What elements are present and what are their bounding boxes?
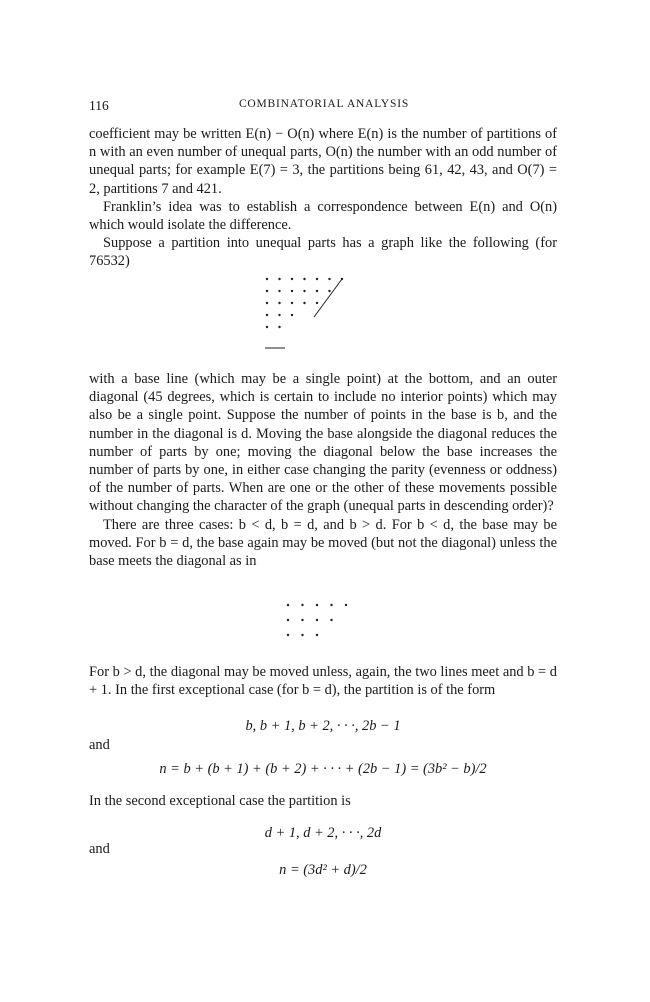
paragraph-6: For b > d, the diagonal may be moved unless, again, the two lines meet and b = d + 1. In the first exceptional case (for b = d), the partition is of the form xyxy=(89,664,557,699)
paragraph-5: There are three cases: b < d, b = d, and b > d. For b < d, the base may be moved. For b = d, the base again may be moved (but not the diagonal) unless the base meets the diagonal as in xyxy=(89,516,557,570)
and-label-1: and xyxy=(89,737,110,753)
graph-dot xyxy=(266,314,268,316)
graph-dot xyxy=(287,604,289,606)
graph-dot xyxy=(291,314,293,316)
equation-1: b, b + 1, b + 2, · · ·, 2b − 1 xyxy=(245,718,401,734)
graph-dot xyxy=(330,619,332,621)
text-block-final xyxy=(89,792,557,810)
graph-dot xyxy=(278,314,280,316)
paragraph-4: with a base line (which may be a single point) at the bottom, and an outer diagonal (45 degrees, which is certain to include no interior points) which may also be a single point. Suppose the number of points in the base is b, and the number in the diagonal is d. Moving the base alongside the diagonal reduces the number of parts by one; moving the diagonal below the base increases the number of parts by one, in either case changing the parity (evenness or oddness) of the number of parts. When are one or the other of these movements possible without changing the character of the graph (unequal parts in descending order)? xyxy=(89,371,557,515)
graph-dot xyxy=(301,604,303,606)
graph-dot xyxy=(291,278,293,280)
graph-dot xyxy=(303,278,305,280)
page-header xyxy=(89,98,559,118)
graph-dot xyxy=(291,302,293,304)
graph-dot xyxy=(278,290,280,292)
partition-graph-exceptional xyxy=(280,598,370,648)
graph-dot xyxy=(287,619,289,621)
text-block-bottom xyxy=(89,663,557,699)
graph-dot xyxy=(328,278,330,280)
equation-2: n = b + (b + 1) + (b + 2) + · · · + (2b − 1) = (3b² − b)/2 xyxy=(159,761,487,777)
graph-dot xyxy=(341,278,343,280)
graph-dot xyxy=(328,290,330,292)
graph-dot xyxy=(278,302,280,304)
partition-graph-76532 xyxy=(255,272,365,352)
graph-dot xyxy=(316,604,318,606)
running-title: COMBINATORIAL ANALYSIS xyxy=(238,98,410,110)
graph-dot xyxy=(316,290,318,292)
equation-3: d + 1, d + 2, · · ·, 2d xyxy=(264,825,382,841)
graph-dot xyxy=(316,278,318,280)
graph-dot xyxy=(301,619,303,621)
graph-dot xyxy=(345,604,347,606)
graph-dot xyxy=(316,302,318,304)
text-block-middle xyxy=(89,370,557,570)
graph-dot xyxy=(291,290,293,292)
text-block-top xyxy=(89,125,557,271)
graph-dot xyxy=(316,619,318,621)
graph-dot xyxy=(303,302,305,304)
paragraph-7: In the second exceptional case the partition is xyxy=(89,793,351,809)
graph-dot xyxy=(287,634,289,636)
graph-dot xyxy=(301,634,303,636)
graph-dot xyxy=(266,302,268,304)
page-number: 116 xyxy=(89,98,109,113)
graph-dot xyxy=(278,278,280,280)
paragraph-3: Suppose a partition into unequal parts has a graph like the following (for 76532) xyxy=(89,235,557,270)
graph-dot xyxy=(330,604,332,606)
paragraph-1: coefficient may be written E(n) − O(n) where E(n) is the number of partitions of n with an even number of unequal parts, O(n) the number with an odd number of unequal parts; for example E(7) = 3, the partitions being 61, 42, 43, and O(7) = 2, partitions 7 and 421. xyxy=(89,126,557,197)
graph-dot xyxy=(278,326,280,328)
paragraph-2: Franklin’s idea was to establish a correspondence between E(n) and O(n) which would isolate the difference. xyxy=(89,198,557,234)
graph-dot xyxy=(303,290,305,292)
graph-dot xyxy=(266,290,268,292)
and-label-2: and xyxy=(89,841,110,857)
equation-4: n = (3d² + d)/2 xyxy=(279,862,367,878)
graph-dot xyxy=(266,278,268,280)
diagonal-line xyxy=(314,279,342,317)
graph-dot xyxy=(266,326,268,328)
graph-dot xyxy=(316,634,318,636)
